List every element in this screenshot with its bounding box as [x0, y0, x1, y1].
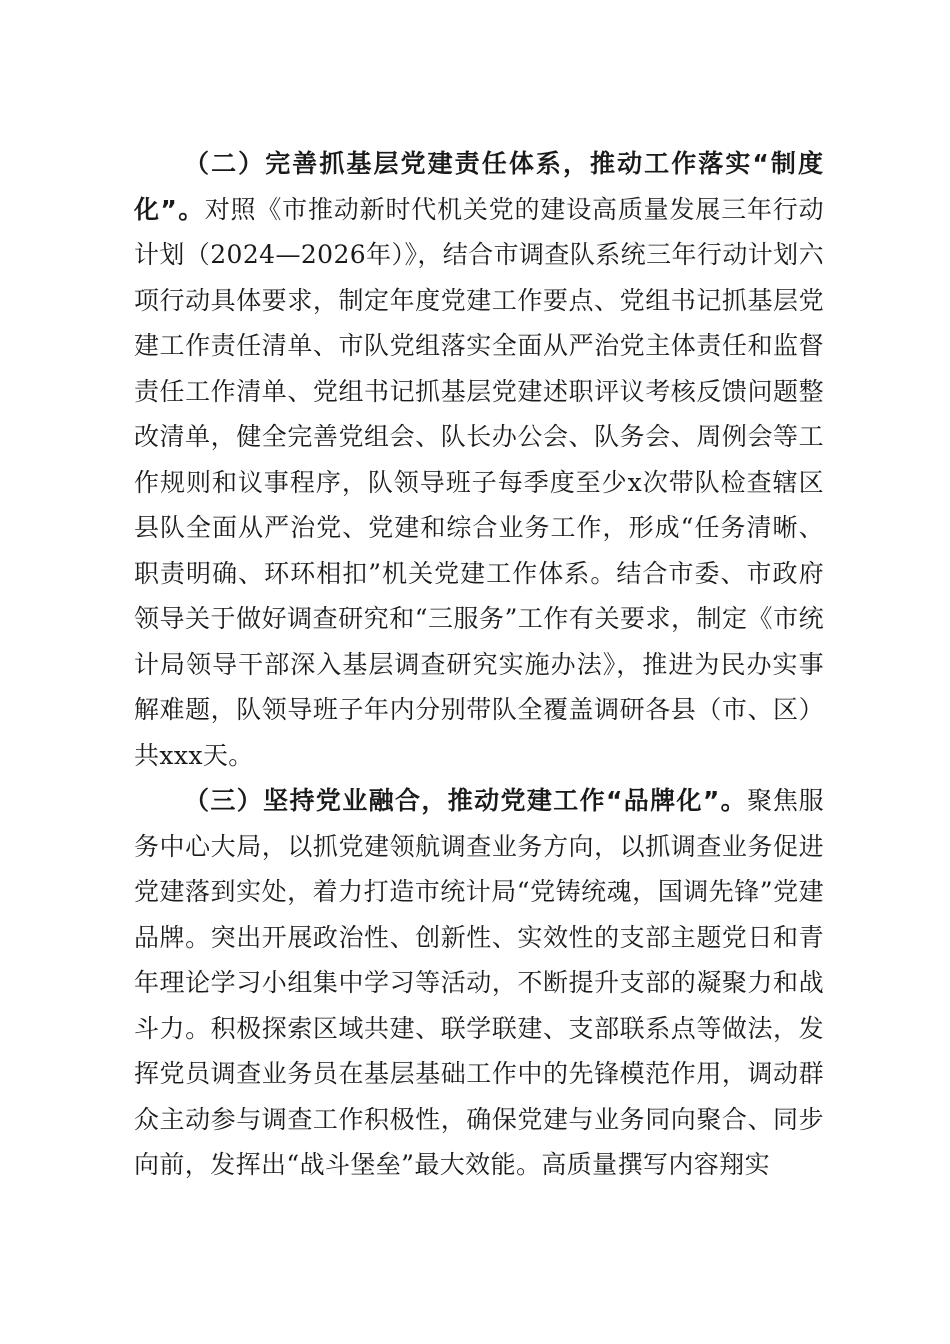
paragraph-section-3: [134, 778, 824, 1188]
section-3-body: 聚焦服务中心大局，以抓党建领航调查业务方向，以抓调查业务促进党建落到实处，着力打造市统计局“党铸统魂，国调先锋”党建品牌。突出开展政治性、创新性、实效性的支部主题党日和青年理论学习小组集中学习等活动，不断提升支部的凝聚力和战斗力。积极探索区域共建、联学联建、支部联系点等做法，发挥党员调查业务员在基层基础工作中的先锋模范作用，调动群众主动参与调查工作积极性，确保党建与业务同向聚合、同步向前，发挥出“战斗堡垒”最大效能。高质量撰写内容翔实: [134, 786, 824, 1179]
document-body: [134, 141, 824, 1188]
paragraph-section-2: [134, 141, 824, 778]
section-2-body: 对照《市推动新时代机关党的建设高质量发展三年行动计划（2024—2026年）》，结合市调查队系统三年行动计划六项行动具体要求，制定年度党建工作要点、党组书记抓基层党建工作责任清单、市队党组落实全面从严治党主体责任和监督责任工作清单、党组书记抓基层党建述职评议考核反馈问题整改清单，健全完善党组会、队长办公会、队务会、周例会等工作规则和议事程序，队领导班子每季度至少x次带队检查辖区县队全面从严治党、党建和综合业务工作，形成“任务清晰、职责明确、环环相扣”机关党建工作体系。结合市委、市政府领导关于做好调查研究和“三服务”工作有关要求，制定《市统计局领导干部深入基层调查研究实施办法》，推进为民办实事解难题，队领导班子年内分别带队全覆盖调研各县（市、区）共xxx天。: [134, 194, 824, 770]
section-2-heading: （二）完善抓基层党建责任体系，推动工作落实“制度化”。: [134, 149, 824, 224]
section-3-heading: （三）坚持党业融合，推动党建工作“品牌化”。: [184, 786, 748, 815]
